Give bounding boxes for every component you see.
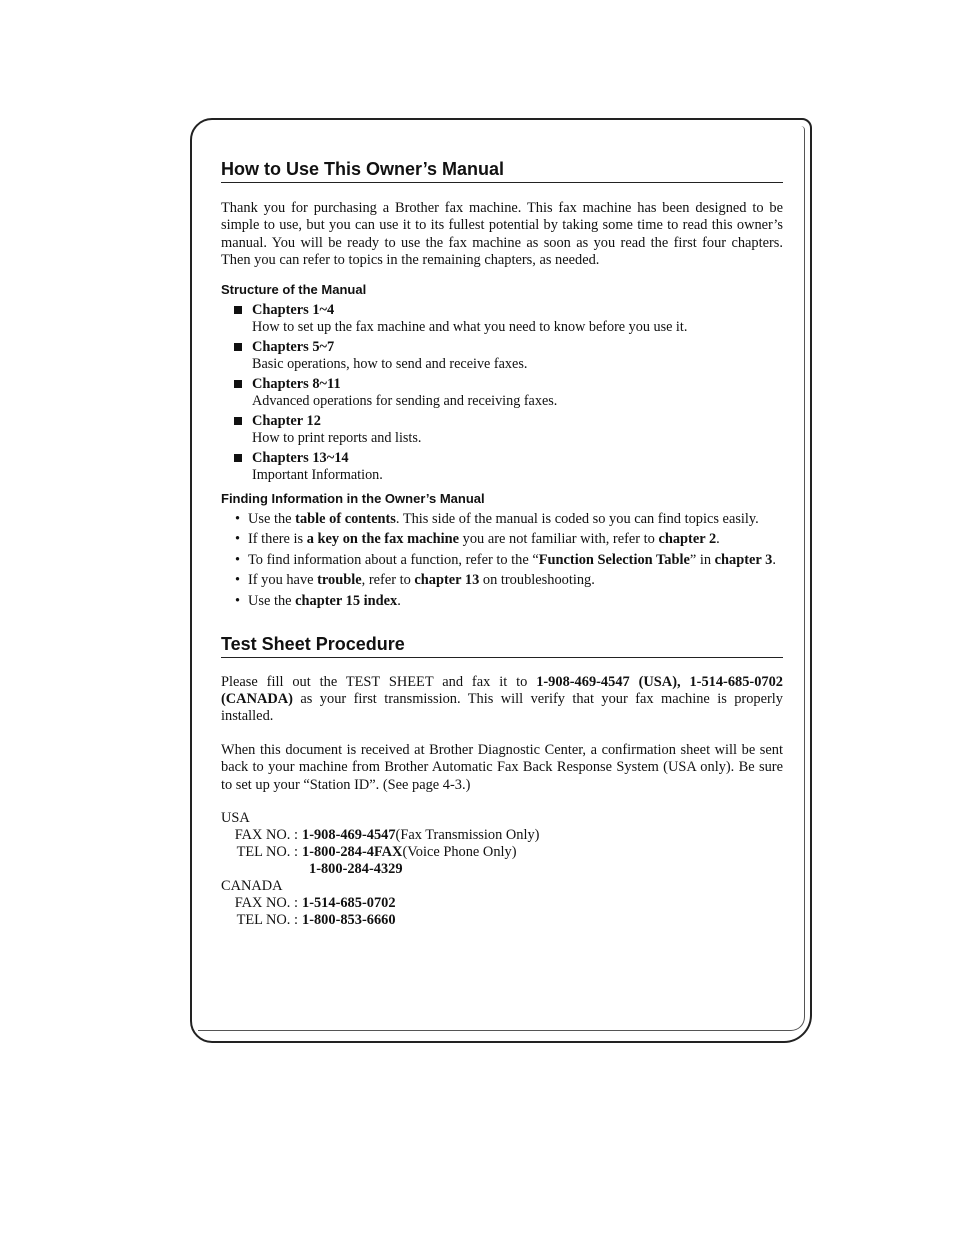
bold-text: trouble (317, 572, 362, 589)
square-bullet-icon (234, 380, 242, 388)
canada-fax-number: 1-514-685-0702 (302, 895, 396, 912)
bullet-dot-icon: • (235, 510, 241, 527)
contact-numbers (221, 810, 783, 929)
tel-label: TEL NO. : (236, 912, 298, 929)
test-sheet-paragraph (221, 674, 783, 726)
chapter-title: Chapter 12 (252, 412, 321, 429)
finding-info-list (221, 511, 783, 611)
bold-text: chapter 2 (658, 531, 717, 548)
chapter-description: How to print reports and lists. (252, 429, 422, 446)
usa-tel-number-alt: 1-800-284-4329 (309, 861, 403, 878)
text-run: If you have (248, 572, 318, 589)
chapter-description: Advanced operations for sending and receiving faxes. (252, 392, 558, 409)
text-run: Use the (248, 593, 296, 609)
bold-text: chapter 3 (714, 551, 773, 568)
fax-label: FAX NO. : (234, 827, 298, 844)
manual-page-content (221, 158, 783, 929)
tel-note: (Voice Phone Only) (402, 844, 517, 861)
text-run: you are not familiar with, refer to (459, 531, 659, 548)
usa-tel-number: 1-800-284-4FAX (302, 844, 403, 861)
chapter-item (234, 339, 783, 373)
fax-numbers-bold: 1-908-469-4547 (USA), 1-514-685-0702 (CANADA) (221, 673, 783, 707)
square-bullet-icon (234, 343, 242, 351)
confirmation-paragraph: When this document is received at Brother Diagnostic Center, a confirmation sheet will be sent back to your machine from Brother Automatic Fax Back Response System (USA only). Be sure to set up your “Station ID”. (See page 4-3.) (221, 741, 783, 793)
chapter-title: Chapters 1~4 (252, 301, 335, 318)
bullet-dot-icon: • (235, 593, 241, 609)
structure-heading: Structure of the Manual (221, 281, 367, 297)
usa-fax-number: 1-908-469-4547 (302, 827, 396, 844)
text-run: . (716, 531, 720, 548)
bold-text: table of contents (295, 510, 396, 527)
chapter-item (234, 376, 783, 410)
chapter-title: Chapters 5~7 (252, 338, 335, 355)
chapter-title: Chapters 13~14 (252, 449, 349, 466)
list-item (235, 531, 783, 549)
list-item (235, 572, 783, 590)
square-bullet-icon (234, 306, 242, 314)
list-item (235, 593, 783, 611)
bold-text: chapter 13 (414, 572, 480, 589)
spacer (221, 861, 309, 878)
bold-text: Function Selection Table (538, 551, 690, 568)
text-run: on troubleshooting. (479, 572, 595, 589)
canada-tel-number: 1-800-853-6660 (302, 912, 396, 929)
text-run: , refer to (361, 572, 415, 589)
text-run: Use the (248, 510, 296, 527)
chapter-description: Important Information. (252, 466, 383, 483)
text-run: To find information about a function, refer to the “ (248, 551, 539, 568)
chapter-title: Chapters 8~11 (252, 375, 341, 392)
square-bullet-icon (234, 417, 242, 425)
text-run: If there is (248, 531, 307, 548)
country-label-canada: CANADA (221, 878, 283, 895)
bold-text: chapter 15 index (295, 593, 398, 609)
text-run: as your first transmission. This will verify that your fax machine is properly installed. (221, 691, 783, 725)
text-run: Please fill out the TEST SHEET and fax it to (221, 673, 537, 690)
chapter-list (221, 302, 783, 484)
text-run: . This side of the manual is coded so you can find topics easily. (395, 510, 759, 527)
chapter-item (234, 450, 783, 484)
bullet-dot-icon: • (235, 572, 241, 589)
text-run: ” in (689, 551, 715, 568)
chapter-item (234, 302, 783, 336)
bullet-dot-icon: • (235, 551, 241, 568)
text-run: . (397, 593, 401, 609)
chapter-description: Basic operations, how to send and receive faxes. (252, 355, 528, 372)
text-run: . (772, 551, 776, 568)
intro-paragraph: Thank you for purchasing a Brother fax machine. This fax machine has been designed to be simple to use, but you can use it to its fullest potential by taking some time to read this owner’s manual. You will be ready to use the fax machine as soon as you read the first four chapters. Then you can refer to topics in the remaining chapters, as needed. (221, 200, 783, 269)
section-title-test-sheet: Test Sheet Procedure (221, 633, 783, 658)
finding-info-heading: Finding Information in the Owner’s Manual (221, 490, 485, 506)
section-title-how-to-use: How to Use This Owner’s Manual (221, 158, 783, 183)
list-item (235, 511, 783, 529)
bullet-dot-icon: • (235, 531, 241, 548)
square-bullet-icon (234, 454, 242, 462)
fax-label: FAX NO. : (234, 895, 298, 912)
chapter-item (234, 413, 783, 447)
tel-label: TEL NO. : (236, 844, 298, 861)
list-item (235, 552, 783, 570)
country-label-usa: USA (221, 810, 250, 827)
chapter-description: How to set up the fax machine and what you need to know before you use it. (252, 318, 688, 335)
bold-text: a key on the fax machine (306, 531, 460, 548)
fax-note: (Fax Transmission Only) (395, 827, 540, 844)
